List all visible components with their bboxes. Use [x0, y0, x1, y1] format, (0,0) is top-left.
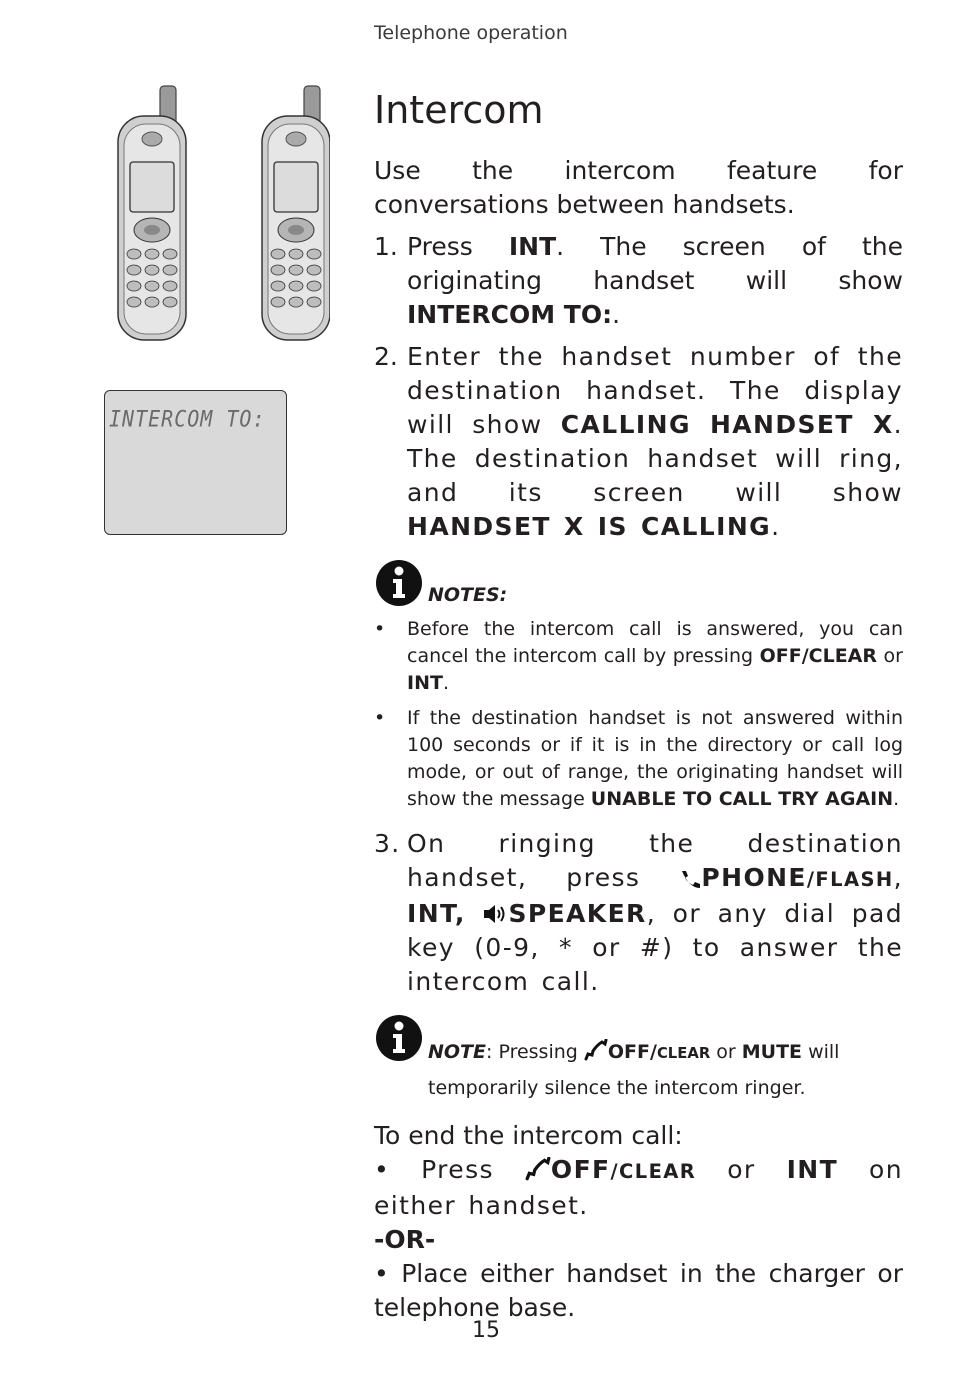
- end-option-1: • Press OFF/CLEAR or INT on either handset.: [374, 1155, 903, 1220]
- info-icon: [374, 1013, 424, 1063]
- page-header: Telephone operation: [374, 22, 568, 44]
- main-content: [374, 86, 903, 1325]
- step-text: On ringing the destination handset, press PHONE/FLASH, INT, SPEAKER, or any dial pad key (0-9, * or #) to answer the intercom call.: [407, 829, 903, 996]
- step-number: 1.: [374, 232, 398, 261]
- page-number: 15: [472, 1318, 500, 1343]
- step-2: [374, 340, 903, 544]
- step-text: Press INT. The screen of the originating handset will show INTERCOM TO:.: [407, 232, 903, 329]
- off-clear-icon: [525, 1157, 551, 1181]
- step-text: Enter the handset number of the destination handset. The display will show CALLING HANDSET X. The destination handset will ring, and its screen will show HANDSET X IS CALLING.: [407, 342, 903, 541]
- handset-left: [118, 86, 186, 340]
- end-option-2: • Place either handset in the charger or telephone base.: [374, 1259, 903, 1322]
- note-bullet: • If the destination handset is not answered within 100 seconds or if it is in the directory or call log mode, or out of range, the originating handset will show the message UNABLE TO CALL TRY AGAIN.: [374, 707, 903, 810]
- or-separator: -OR-: [374, 1225, 436, 1254]
- lcd-text: INTERCOM TO:: [109, 405, 266, 433]
- notes-label: NOTES:: [428, 584, 508, 606]
- info-icon: [374, 558, 424, 608]
- phone-icon: [679, 869, 701, 889]
- note-single: [374, 1013, 903, 1105]
- page-title: Intercom: [374, 88, 544, 132]
- step-number: 3.: [374, 829, 401, 858]
- end-call-section: [374, 1119, 903, 1325]
- end-heading: To end the intercom call:: [374, 1121, 683, 1150]
- step-number: 2.: [374, 342, 398, 371]
- note-text: NOTE: Pressing OFF/CLEAR or MUTE will temporarily silence the intercom ringer.: [428, 1041, 840, 1099]
- step-3: [374, 827, 903, 999]
- cordless-handsets-image: [110, 84, 330, 344]
- notes-header: [374, 558, 903, 608]
- off-clear-icon: [584, 1039, 608, 1061]
- speaker-icon: [482, 903, 508, 925]
- step-1: [374, 230, 903, 332]
- lcd-display: [104, 390, 287, 535]
- intro-paragraph: Use the intercom feature for conversations between handsets.: [374, 156, 903, 219]
- handset-right: [262, 86, 330, 340]
- note-bullet: • Before the intercom call is answered, you can cancel the intercom call by pressing OFF/CLEAR or INT.: [374, 618, 903, 694]
